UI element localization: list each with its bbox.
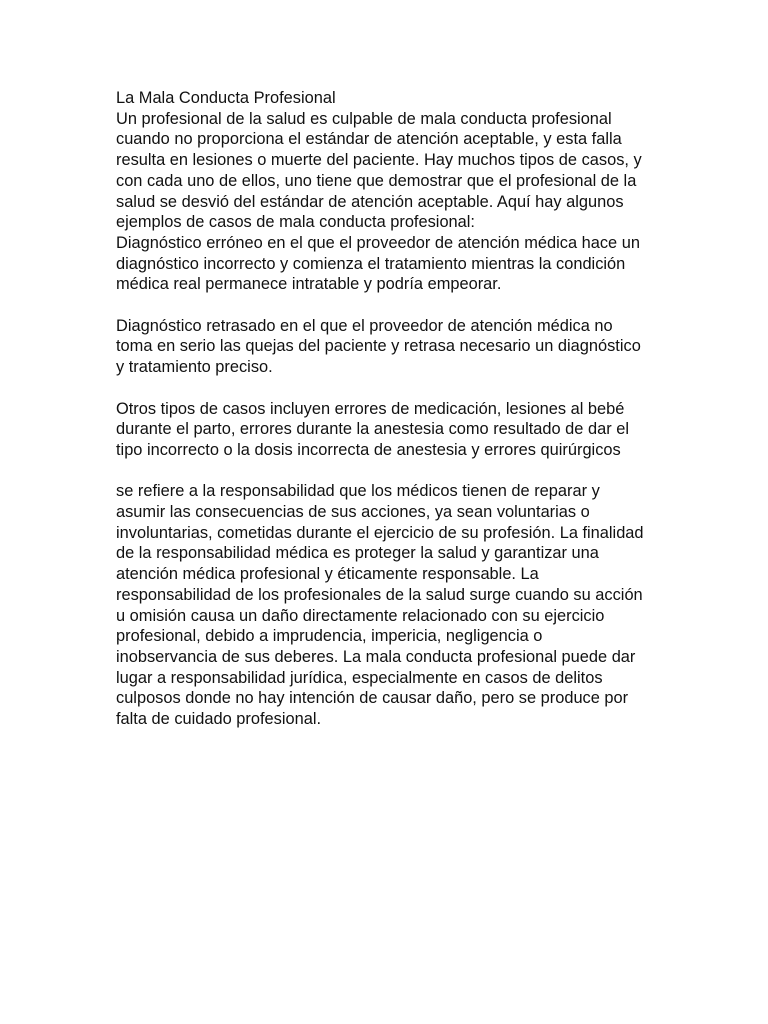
delayed-line: y tratamiento preciso. [116, 358, 273, 377]
paragraph-gap [116, 378, 656, 399]
intro-line: cuando no proporciona el estándar de atención aceptable, y esta falla [116, 130, 622, 149]
delayed-diagnosis-paragraph [116, 316, 656, 378]
responsibility-line: atención médica profesional y éticamente responsable. La [116, 565, 539, 584]
intro-line: médica real permanece intratable y podría empeorar. [116, 275, 502, 294]
delayed-line: toma en serio las quejas del paciente y retrasa necesario un diagnóstico [116, 337, 641, 356]
intro-line: Diagnóstico erróneo en el que el proveedor de atención médica hace un [116, 233, 640, 252]
responsibility-line: profesional, debido a imprudencia, impericia, negligencia o [116, 627, 543, 646]
intro-paragraph [116, 109, 656, 295]
intro-line: Un profesional de la salud es culpable de mala conducta profesional [116, 109, 612, 128]
others-line: tipo incorrecto o la dosis incorrecta de anestesia y errores quirúrgicos [116, 440, 621, 459]
delayed-line: Diagnóstico retrasado en el que el proveedor de atención médica no [116, 316, 613, 335]
responsibility-line: asumir las consecuencias de sus acciones, ya sean voluntarias o [116, 503, 590, 522]
paragraph-gap [116, 295, 656, 316]
intro-line: salud se desvió del estándar de atención aceptable. Aquí hay algunos [116, 192, 624, 211]
other-cases-paragraph [116, 399, 656, 461]
intro-line: diagnóstico incorrecto y comienza el tratamiento mientras la condición [116, 254, 626, 273]
responsibility-line: u omisión causa un daño directamente relacionado con su ejercicio [116, 606, 605, 625]
responsibility-line: involuntarias, cometidas durante el ejercicio de su profesión. La finalidad [116, 523, 644, 542]
responsibility-line: lugar a responsabilidad jurídica, especialmente en casos de delitos [116, 668, 603, 687]
responsibility-line: se refiere a la responsabilidad que los médicos tienen de reparar y [116, 482, 600, 501]
others-line: durante el parto, errores durante la anestesia como resultado de dar el [116, 420, 629, 439]
responsibility-paragraph [116, 481, 656, 729]
responsibility-line: de la responsabilidad médica es proteger la salud y garantizar una [116, 544, 599, 563]
others-line: Otros tipos de casos incluyen errores de medicación, lesiones al bebé [116, 399, 625, 418]
responsibility-line: falta de cuidado profesional. [116, 710, 322, 729]
intro-line: con cada uno de ellos, uno tiene que demostrar que el profesional de la [116, 171, 637, 190]
responsibility-line: inobservancia de sus deberes. La mala conducta profesional puede dar [116, 647, 636, 666]
responsibility-line: responsabilidad de los profesionales de la salud surge cuando su acción [116, 585, 643, 604]
document-body [116, 88, 656, 730]
intro-line: resulta en lesiones o muerte del paciente. Hay muchos tipos de casos, y [116, 151, 642, 170]
intro-line: ejemplos de casos de mala conducta profesional: [116, 213, 475, 232]
paragraph-gap [116, 461, 656, 482]
document-title: La Mala Conducta Profesional [116, 89, 336, 107]
responsibility-line: culposos donde no hay intención de causar daño, pero se produce por [116, 689, 629, 708]
